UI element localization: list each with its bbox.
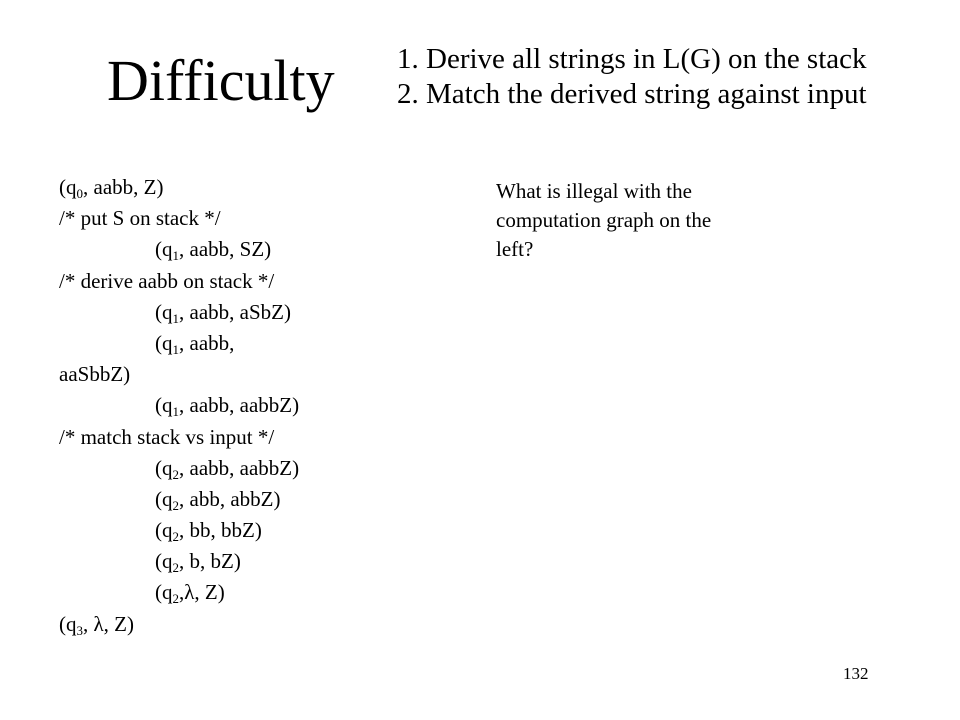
trace-text: (q [155,330,173,355]
trace-text: aaSbbZ) [59,362,131,387]
question-text [496,177,796,264]
step-item: 1. Derive all strings in L(G) on the stack [397,43,867,75]
trace-line [59,609,299,640]
state-subscript: 1 [172,341,179,357]
trace-line [59,577,299,608]
trace-text: , aabb, SZ) [179,237,272,262]
trace-text: (q [59,175,77,199]
state-subscript: 2 [172,560,179,576]
trace-line [59,203,299,234]
state-subscript: 2 [172,466,179,482]
trace-text: ,λ, Z) [179,580,225,605]
trace-line [59,546,299,577]
trace-line [59,359,299,390]
trace-line [59,172,299,203]
trace-text: (q [155,393,173,418]
trace-line [59,422,299,453]
trace-text: /* match stack vs input */ [59,424,275,449]
trace-line [59,328,299,359]
trace-text: /* derive aabb on stack */ [59,268,275,293]
trace-text: , aabb, aSbZ) [179,299,291,324]
trace-text: (q [155,518,173,543]
trace-line [59,266,299,297]
trace-text: , aabb, aabbZ) [179,455,300,480]
trace-text: (q [155,299,173,324]
steps-list [397,42,867,112]
trace-text: (q [155,237,173,262]
trace-line [59,484,299,515]
slide-title: Difficulty [107,48,335,113]
state-subscript: 2 [172,529,179,545]
question-line: computation graph on the [496,208,712,232]
trace-line [59,390,299,421]
question-line: What is illegal with the [496,179,692,203]
step-item: 2. Match the derived string against input [397,78,867,110]
state-subscript: 3 [76,622,83,638]
trace-text: , aabb, Z) [83,175,164,199]
trace-text: , b, bZ) [179,549,241,574]
trace-line [59,297,299,328]
state-subscript: 2 [172,497,179,513]
state-subscript: 1 [172,248,179,264]
trace-text: , λ, Z) [83,611,135,636]
trace-text: , aabb, aabbZ) [179,393,300,418]
trace-text: (q [155,549,173,574]
state-subscript: 0 [76,186,83,201]
state-subscript: 1 [172,404,179,420]
trace-text: (q [59,611,77,636]
trace-line [59,515,299,546]
computation-trace [59,172,299,640]
state-subscript: 1 [172,310,179,326]
trace-text: , bb, bbZ) [179,518,262,543]
trace-text: (q [155,580,173,605]
trace-text: (q [155,455,173,480]
trace-text: /* put S on stack */ [59,206,221,231]
state-subscript: 2 [172,591,179,607]
page-number: 132 [843,664,869,683]
trace-line [59,453,299,484]
trace-text: (q [155,486,173,511]
trace-text: , abb, abbZ) [179,486,281,511]
trace-text: , aabb, [179,330,235,355]
trace-line [59,234,299,265]
question-line: left? [496,237,534,261]
